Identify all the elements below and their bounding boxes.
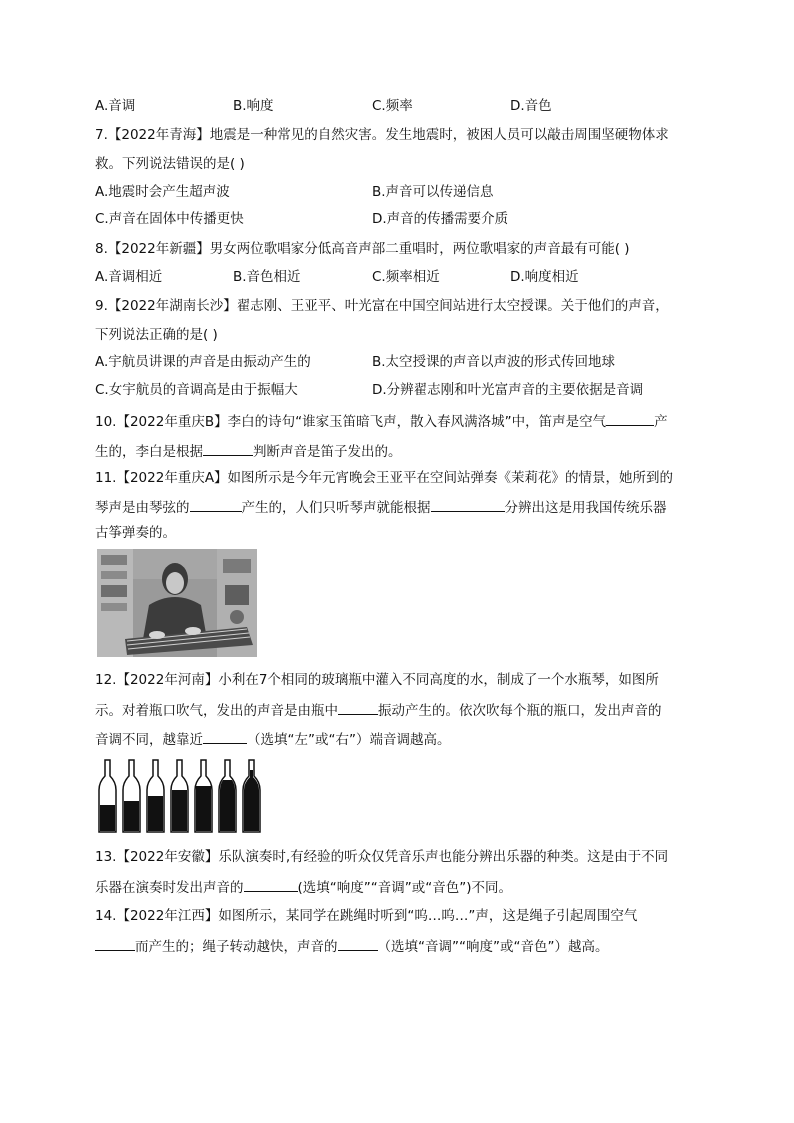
q14-text-a: 而产生的；绳子转动越快，声音的 (135, 939, 338, 955)
answer-blank[interactable] (606, 411, 654, 426)
q13-text-a: 乐器在演奏时发出声音的 (95, 880, 244, 896)
q8-stem: 8.【2022年新疆】男女两位歌唱家分低高音声部二重唱时，两位歌唱家的声音最有可能( ) (95, 241, 630, 257)
bottle (243, 760, 260, 832)
q11-text-a: 琴声是由琴弦的 (95, 500, 190, 516)
q13-text-b: (选填“响度”“音调”或“音色”)不同。 (297, 880, 512, 896)
q8-option-b: B.音色相近 (233, 269, 301, 285)
q13-stem-line1: 13.【2022年安徽】乐队演奏时,有经验的听众仅凭音乐声也能分辨出乐器的种类。这是由于不同 (95, 849, 669, 865)
photo-illustration (97, 549, 257, 657)
q11-stem-line1: 11.【2022年重庆A】如图所示是今年元宵晚会王亚平在空间站弹奏《茉莉花》的情景，她所到的 (95, 470, 674, 486)
q7-option-d: D.声音的传播需要介质 (372, 211, 509, 227)
q9-stem-line1: 9.【2022年湖南长沙】翟志刚、王亚平、叶光富在中国空间站进行太空授课。关于他们的声音， (95, 298, 669, 314)
q7-option-b: B.声音可以传递信息 (372, 184, 494, 200)
answer-blank[interactable] (203, 729, 247, 744)
option-b: B.响度 (233, 98, 274, 114)
option-d: D.音色 (510, 98, 552, 114)
answer-blank[interactable] (95, 936, 135, 951)
q10-text-d: 判断声音是笛子发出的。 (253, 444, 402, 460)
q10-text-a: 10.【2022年重庆B】李白的诗句“谁家玉笛暗飞声，散入春风满洛城”中，笛声是空气 (95, 414, 607, 430)
q7-option-a: A.地震时会产生超声波 (95, 184, 230, 200)
q8-option-a: A.音调相近 (95, 269, 163, 285)
q12-text-a: 示。对着瓶口吹气，发出的声音是由瓶中 (95, 703, 338, 719)
answer-blank[interactable] (203, 441, 253, 456)
answer-blank[interactable] (338, 700, 378, 715)
bottle (195, 760, 212, 832)
astronaut-guzheng-photo (97, 549, 257, 657)
q9-option-c: C.女宇航员的音调高是由于振幅大 (95, 382, 298, 398)
q14-text-b: （选填“音调”“响度”或“音色”）越高。 (377, 939, 609, 955)
q12-text-d: （选填“左”或“右”）端音调越高。 (247, 732, 451, 748)
q9-stem-line2: 下列说法正确的是( ) (95, 327, 218, 343)
q8-option-c: C.频率相近 (372, 269, 440, 285)
answer-blank[interactable] (431, 497, 505, 512)
q12-text-c: 音调不同，越靠近 (95, 732, 203, 748)
answer-blank[interactable] (338, 936, 378, 951)
q11-line2 (95, 497, 667, 517)
bottle (219, 760, 236, 832)
q8-option-d: D.响度相近 (510, 269, 579, 285)
answer-blank[interactable] (244, 877, 298, 892)
water-bottles-figure (98, 758, 268, 834)
q9-option-a: A.宇航员讲课的声音是由振动产生的 (95, 354, 311, 370)
q12-stem-line1: 12.【2022年河南】小利在7个相同的玻璃瓶中灌入不同高度的水，制成了一个水瓶琴，如图所 (95, 672, 659, 688)
q11-text-b: 产生的，人们只听琴声就能根据 (241, 500, 431, 516)
q10-line2 (95, 441, 402, 461)
q7-stem-line1: 7.【2022年青海】地震是一种常见的自然灾害。发生地震时，被困人员可以敲击周围坚硬物体求 (95, 127, 669, 143)
q9-option-b: B.太空授课的声音以声波的形式传回地球 (372, 354, 616, 370)
q14-stem-line1: 14.【2022年江西】如图所示，某同学在跳绳时听到“呜…呜…”声，这是绳子引起周围空气 (95, 908, 638, 924)
option-a: A.音调 (95, 98, 136, 114)
bottle (147, 760, 164, 832)
q7-stem-line2: 救。下列说法错误的是( ) (95, 156, 245, 172)
q10-line1 (95, 411, 668, 431)
q13-line2 (95, 877, 512, 897)
q10-text-b: 产 (654, 414, 668, 430)
option-c: C.频率 (372, 98, 413, 114)
bottle (171, 760, 188, 832)
q12-text-b: 振动产生的。依次吹每个瓶的瓶口，发出声音的 (378, 703, 662, 719)
q12-line2 (95, 700, 662, 720)
q12-line3 (95, 729, 450, 749)
q11-stem-line3: 古筝弹奏的。 (95, 525, 176, 541)
bottle (123, 760, 140, 832)
q7-option-c: C.声音在固体中传播更快 (95, 211, 244, 227)
q9-option-d: D.分辨翟志刚和叶光富声音的主要依据是音调 (372, 382, 644, 398)
q14-line2 (95, 936, 608, 956)
answer-blank[interactable] (190, 497, 242, 512)
q10-text-c: 生的，李白是根据 (95, 444, 203, 460)
bottle (99, 760, 116, 832)
q11-text-c: 分辨出这是用我国传统乐器 (504, 500, 667, 516)
